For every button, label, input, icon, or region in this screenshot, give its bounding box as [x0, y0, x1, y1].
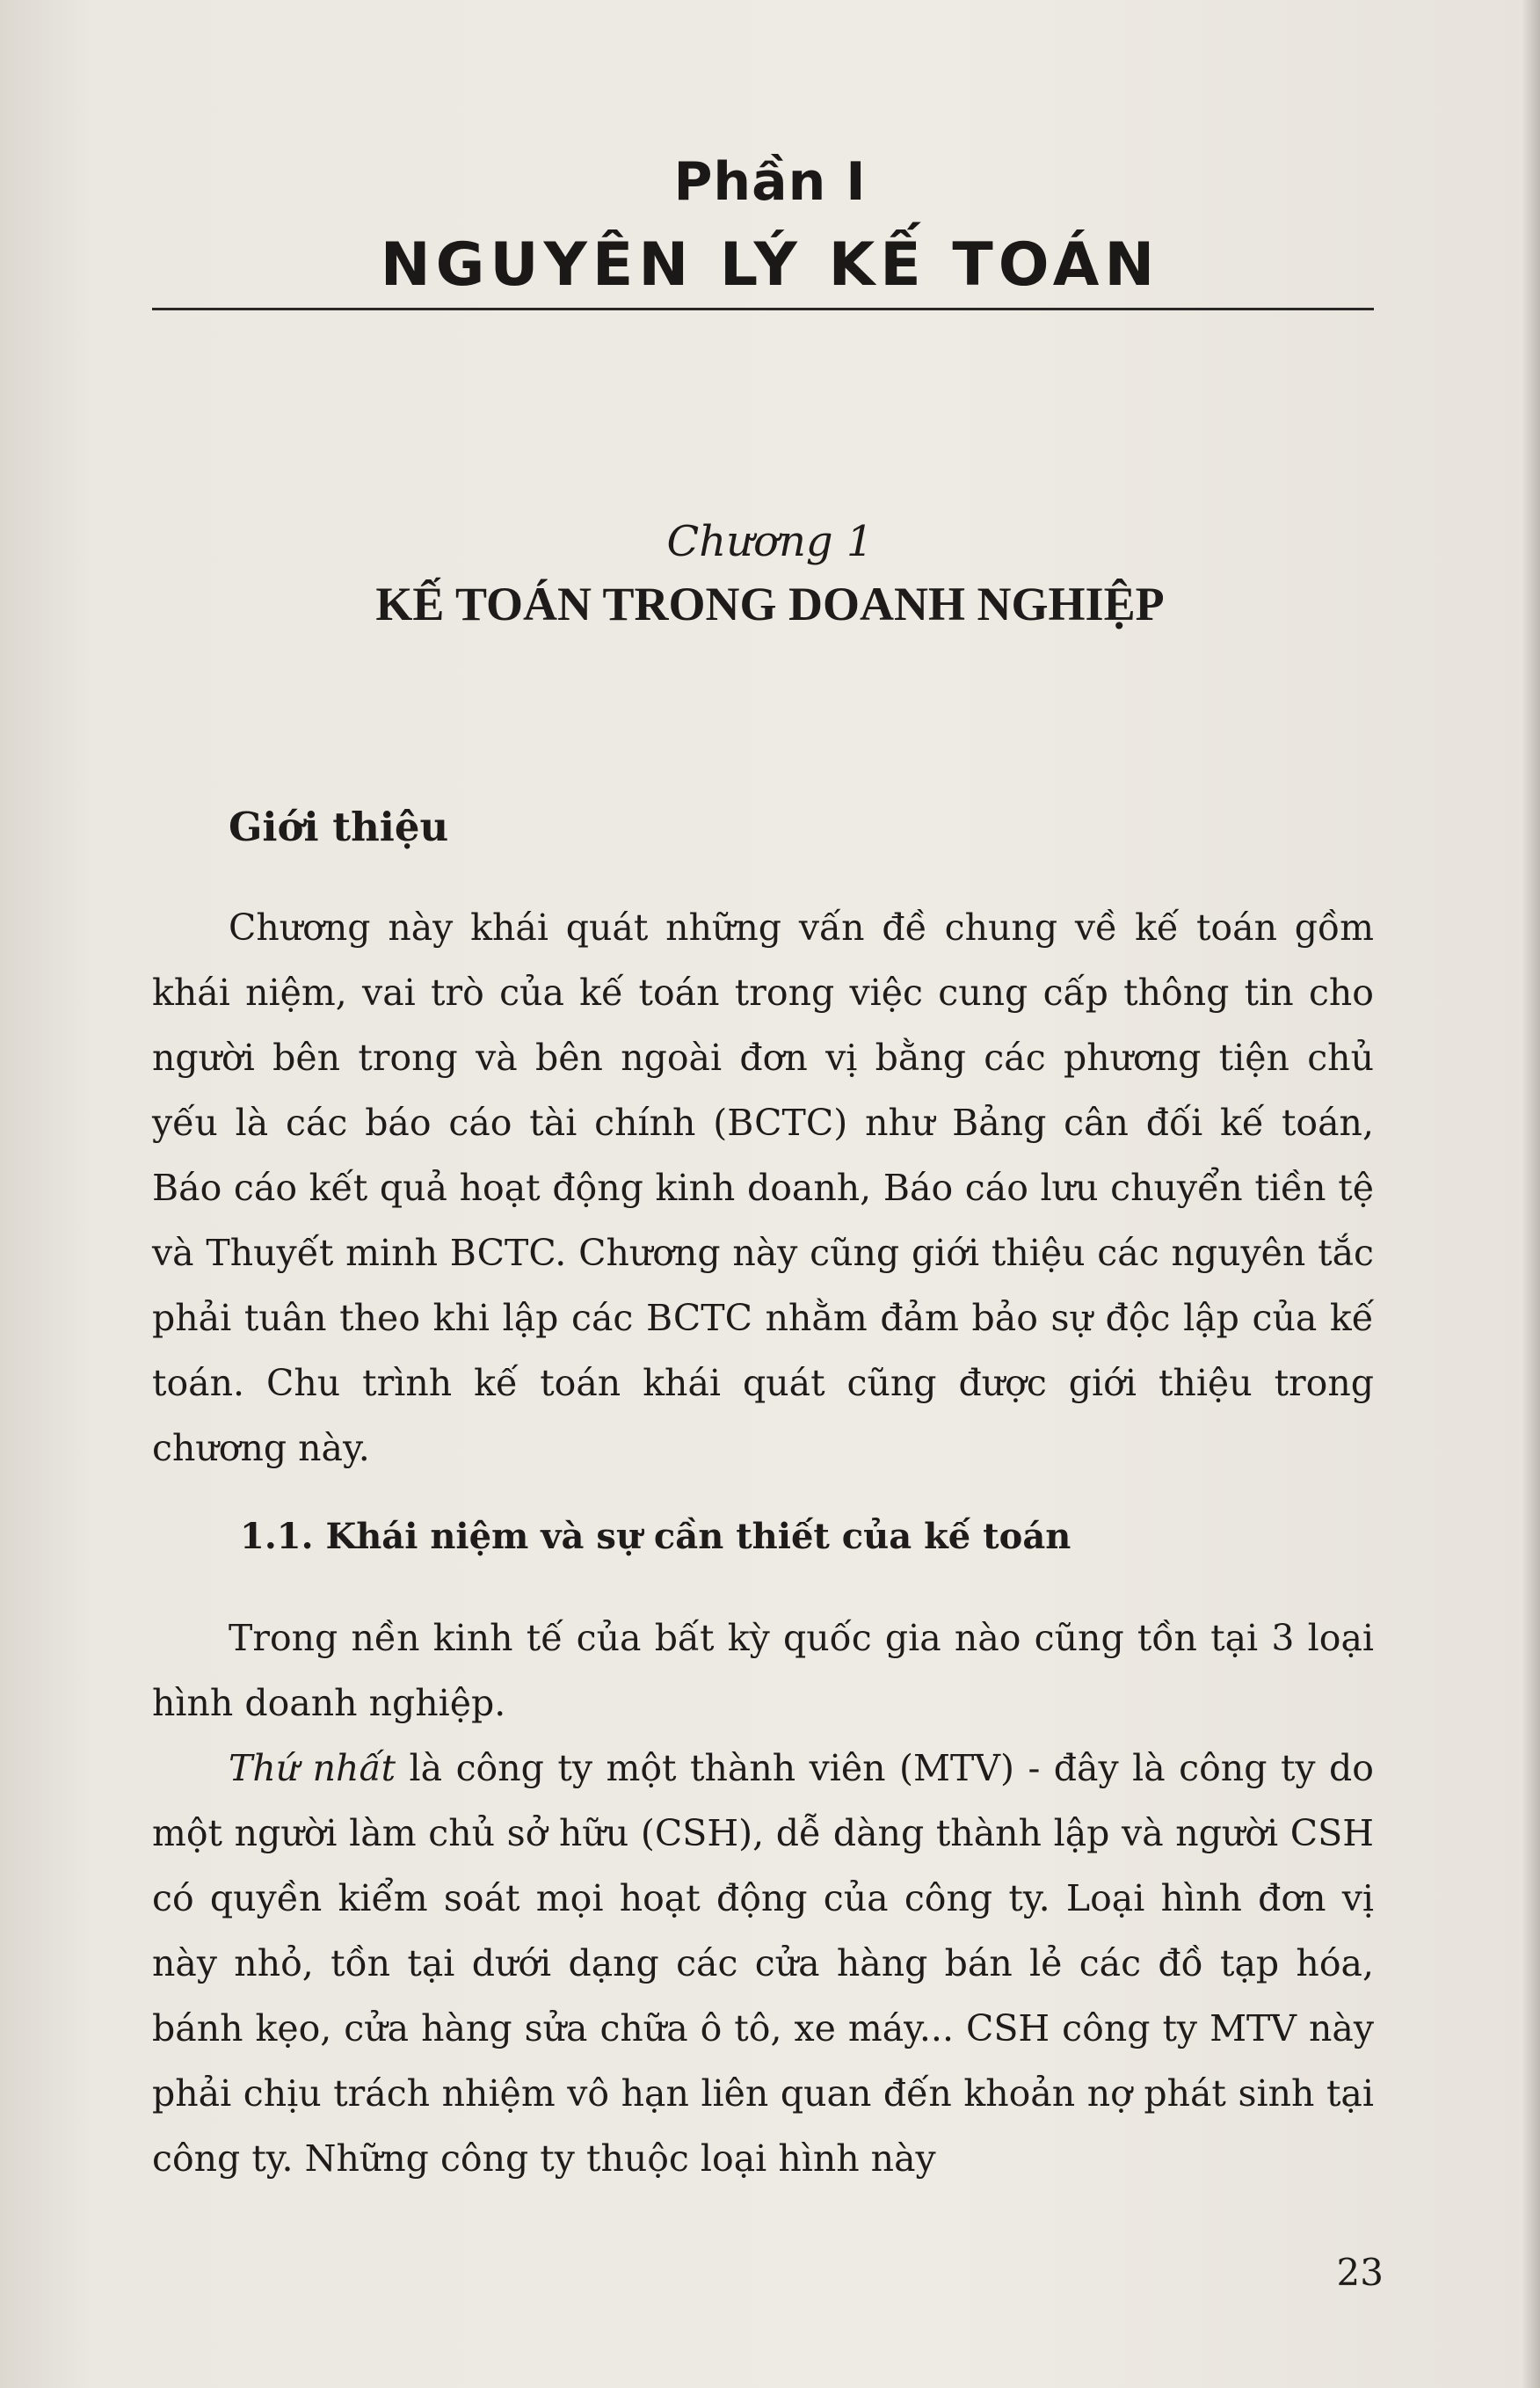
section-heading-1-1: 1.1. Khái niệm và sự cần thiết của kế toán	[240, 1516, 1071, 1557]
section-paragraph-2-text: là công ty một thành viên (MTV) - đây là công ty do một người làm chủ sở hữu (CSH), dễ dàng thành lập và người CSH có quyền kiểm soát mọi hoạt động của công ty. Loại hình đơn vị này nhỏ, tồn tại dưới dạng các cửa hàng bán lẻ các đồ tạp hóa, bánh kẹo, cửa hàng sửa chữa ô tô, xe máy... CSH công ty MTV này phải chịu trách nhiệm vô hạn liên quan đến khoản nợ phát sinh tại công ty. Những công ty thuộc loại hình này	[152, 1747, 1374, 2180]
section-paragraph-1: Trong nền kinh tế của bất kỳ quốc gia nào cũng tồn tại 3 loại hình doanh nghiệp.	[152, 1617, 1374, 1724]
emphasis-thu-nhat: Thứ nhất	[229, 1747, 396, 1789]
intro-heading: Giới thiệu	[229, 804, 449, 850]
chapter-number: Chương 1	[666, 517, 874, 566]
part-label: Phần I	[673, 151, 867, 213]
part-title: NGUYÊN LÝ KẾ TOÁN	[380, 230, 1160, 300]
section-paragraph-2	[152, 1736, 1374, 2191]
title-divider	[152, 308, 1374, 310]
page-number: 23	[1336, 2251, 1384, 2294]
page-edge-shadow	[1521, 0, 1540, 2388]
intro-paragraph: Chương này khái quát những vấn đề chung về kế toán gồm khái niệm, vai trò của kế toán trong việc cung cấp thông tin cho người bên trong và bên ngoài đơn vị bằng các phương tiện chủ yếu là các báo cáo tài chính (BCTC) như Bảng cân đối kế toán, Báo cáo kết quả hoạt động kinh doanh, Báo cáo lưu chuyển tiền tệ và Thuyết minh BCTC. Chương này cũng giới thiệu các nguyên tắc phải tuân theo khi lập các BCTC nhằm đảm bảo sự độc lập của kế toán. Chu trình kế toán khái quát cũng được giới thiệu trong chương này.	[152, 906, 1374, 1469]
chapter-title: KẾ TOÁN TRONG DOANH NGHIỆP	[375, 578, 1165, 630]
